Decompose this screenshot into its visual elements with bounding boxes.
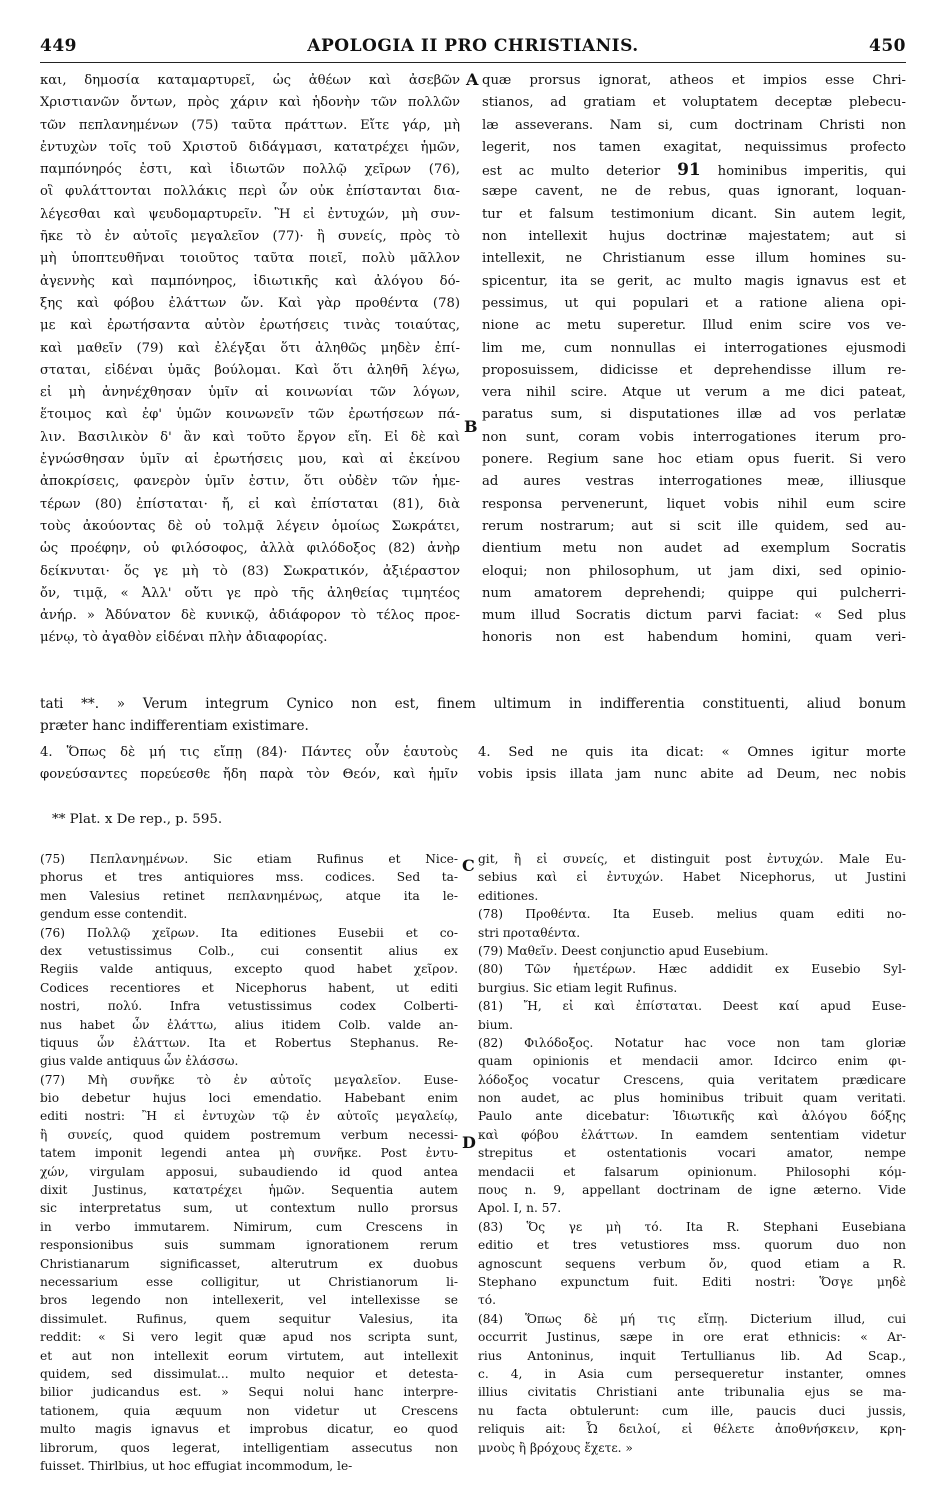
margin-letter-a: A xyxy=(466,70,479,89)
note-line: agnoscunt sequens verbum ὄν, quod etiam a R. xyxy=(478,1256,906,1271)
margin-letter-b: B xyxy=(464,417,478,436)
note-line: (78) Προθέντα. Ita Euseb. melius quam editi no- xyxy=(478,907,906,922)
latin-text-line: pessimus, ut qui populari et a ratione aliena opi- xyxy=(482,295,906,311)
note-line: men Valesius retinet πεπλανημένως, atque ita le- xyxy=(40,888,458,903)
note-line: fuisset. Thirlbius, ut hoc effugiat incommodum, le- xyxy=(40,1458,353,1473)
note-line: dixit Justinus, κατατρέχει ἡμῶν. Sequentia autem xyxy=(40,1183,458,1198)
note-line: librorum, quos legerat, intelligentiam assecutus non xyxy=(40,1440,458,1455)
notes-right-column xyxy=(478,850,906,1457)
section-latin-line: vobis ipsis illata jam nunc abite ad Deum, nec nobis xyxy=(478,767,906,783)
note-line: (82) Φιλόδοξος. Notatur hac voce non tam gloriæ xyxy=(478,1035,906,1050)
note-line: et aut non intellexit eorum virtutem, aut intellexit xyxy=(40,1348,458,1363)
section-latin-line: 4. Sed ne quis ita dicat: « Omnes igitur morte xyxy=(478,745,906,760)
greek-text-line: μὴ ὑποπτευθῆναι τοιοῦτος ταῦτα ποιεῖ, πολὺ μᾶλλον xyxy=(40,251,460,267)
greek-text-line: ξης καὶ φόβου ἐλάττων ὤν. Καὶ γὰρ προθέντα (78) xyxy=(40,295,460,311)
latin-text-line: stianos, ad gratiam et voluptatem deceptæ plebecu- xyxy=(482,95,906,111)
latin-text-line: num amatorem deprehendi; quippe qui pulcherri- xyxy=(482,585,906,601)
note-line: editiones. xyxy=(478,888,539,903)
note-line: git, ἢ εἰ συνείς, et distinguit post ἐντυχών. Male Eu- xyxy=(478,852,906,866)
note-line: ἢ συνείς, quod quidem postremum verbum necessi- xyxy=(40,1127,458,1142)
spanning-text-line: tati **. » Verum integrum Cynico non est, finem ultimum in indifferentia constituenti, aliud bonum xyxy=(40,696,906,712)
latin-text-line: rerum nostrarum; aut si scit ille quidem, sed au- xyxy=(482,518,906,534)
note-line: editio et tres vetustiores mss. quorum duo non xyxy=(478,1238,906,1253)
header-rule xyxy=(40,62,906,63)
note-line: (76) Πολλῷ χεῖρων. Ita editiones Eusebii et co- xyxy=(40,925,458,940)
note-line: necessarium esse colligitur, ut Christianorum li- xyxy=(40,1274,458,1289)
note-line: (80) Τῶν ἡμετέρων. Hæc addidit ex Eusebio Syl- xyxy=(478,962,906,977)
note-line: τό. xyxy=(478,1293,496,1308)
greek-text-line: τέρων (80) ἐπίσταται· ἤ, εἰ καὶ ἐπίσταται (81), διὰ xyxy=(40,496,460,512)
note-line: multo magis ignavus et improbus dicatur, eo quod xyxy=(40,1422,458,1437)
latin-text-line: tur et falsum testimonium dicant. Sin autem legit, xyxy=(482,206,906,222)
latin-text-line: sæpe cavent, ne de rebus, quas ignorant, loquan- xyxy=(482,184,906,200)
greek-text-line: τοὺς ἀκούοντας δὲ οὐ τολμᾷ λέγειν ὁμοίως Σωκράτει, xyxy=(40,518,460,534)
greek-text-line: λέγεσθαι καὶ ψευδομαρτυρεῖν. Ἢ εἰ ἐντυχών, μὴ συν- xyxy=(40,206,460,222)
running-title: APOLOGIA II PRO CHRISTIANIS. xyxy=(307,36,639,56)
note-line: strepitus et ostentationis vocari amator, nempe xyxy=(478,1146,906,1161)
latin-text-line: eloqui; non philosophum, ut jam dixi, sed opinio- xyxy=(482,563,906,579)
greek-text-line: ἕτοιμος καὶ ἐφ' ὑμῶν κοινωνεῖν τῶν ἐρωτήσεων πά- xyxy=(40,407,460,423)
latin-text-line: nione ac metu superetur. Illud enim scire vos ve- xyxy=(482,318,906,334)
greek-text-line: ἐντυχὼν τοῖς τοῦ Χριστοῦ διδάγμασι, κατατρέχει ἡμῶν, xyxy=(40,139,460,155)
margin-letter-c: C xyxy=(462,856,475,875)
latin-text-line: ponere. Regium sane hoc etiam opus fuerit. Si vero xyxy=(482,452,906,468)
latin-text-line: proposuissem, didicisse et deprehendisse illum re- xyxy=(482,362,906,378)
latin-text-line: intellexit, ne Christianum esse illum homines su- xyxy=(482,251,906,267)
note-line: sic interpretatus sum, ut contextum nullo prorsus xyxy=(40,1201,458,1216)
greek-text-line: μένῳ, τὸ ἀγαθὸν εἰδέναι πλὴν ἀδιαφορίας. xyxy=(40,630,328,646)
latin-text-line: non sunt, coram vobis interrogationes iterum pro- xyxy=(482,429,906,445)
greek-text-line: λιν. Βασιλικὸν δ' ἂν καὶ τοῦτο ἔργον εἴη. Εἰ δὲ καὶ xyxy=(40,429,460,445)
greek-text-line: ἀποκρίσεις, φανερὸν ὑμῖν ἐστιν, ὅτι οὐδὲν τῶν ἡμε- xyxy=(40,474,460,490)
greek-text-line: Χριστιανῶν ὄντων, πρὸς χάριν καὶ ἡδονὴν τῶν πολλῶν xyxy=(40,95,460,111)
greek-text-line: και, δημοσία καταμαρτυρεῖ, ὡς ἀθέων καὶ ἀσεβῶν xyxy=(40,73,460,88)
note-line: Paulo ante dicebatur: Ἰδιωτικῆς καὶ ἀλόγου δόξης xyxy=(478,1109,906,1124)
page-number-right: 450 xyxy=(869,36,906,56)
greek-text-line: τῶν πεπλανημένων (75) ταῦτα πράττων. Εἴτε γάρ, μὴ xyxy=(40,117,460,133)
note-line: Regiis valde antiquus, excepto quod habet χεῖρον. xyxy=(40,962,458,977)
section-4-greek xyxy=(40,742,458,787)
note-line: gius valde antiquus ὧν ἐλάσσω. xyxy=(40,1054,239,1069)
note-line: reddit: « Si vero legit quæ apud nos scripta sunt, xyxy=(40,1330,458,1345)
greek-text-line: ὡς προέφην, οὐ φιλόσοφος, ἀλλὰ φιλόδοξος (82) ἀνὴρ xyxy=(40,541,460,557)
note-line: quidem, sed dissimulat... multo nequior et detesta- xyxy=(40,1366,458,1381)
note-line: quam opinionis et mendacii amor. Idcirco enim φι- xyxy=(478,1054,906,1069)
note-line: Christianarum significasset, alterutrum ex duobus xyxy=(40,1256,458,1271)
note-line: πους n. 9, appellant doctrinam de igne æterno. Vide xyxy=(478,1183,906,1198)
latin-text-line: quæ prorsus ignorat, atheos et impios esse Chri- xyxy=(482,73,906,88)
latin-text-line: læ asseverans. Nam si, cum doctrinam Christi non xyxy=(482,117,906,133)
latin-text-line: vera nihil scire. Atque ut verum a me dici pateat, xyxy=(482,385,906,401)
note-line: dissimulet. Rufinus, quem sequitur Valesius, ita xyxy=(40,1311,458,1326)
latin-text-segment: hominibus imperitis, qui xyxy=(717,164,906,180)
note-line: (75) Πεπλανημένων. Sic etiam Rufinus et Nice- xyxy=(40,852,458,866)
note-line: λόδοξος vocatur Crescens, quia veritatem prædicare xyxy=(478,1072,906,1087)
note-line: nostri, πολύ. Infra vetustissimus codex Colberti- xyxy=(40,999,458,1014)
note-line: μνοὺς ἢ βρόχους ἔχετε. » xyxy=(478,1440,633,1455)
latin-text-line: lim me, cum nonnullas ei interrogationes ejusmodi xyxy=(482,340,906,356)
spanning-text xyxy=(40,693,906,738)
note-line: non audet, ac plus hominibus tribuit quam veritati. xyxy=(478,1091,906,1106)
latin-text-line: mum illud Socratis dictum parvi faciat: « Sed plus xyxy=(482,608,906,624)
note-line: tiquus ὧν ἐλάττων. Ita et Robertus Stephanus. Re- xyxy=(40,1035,458,1050)
running-header xyxy=(40,36,906,60)
note-line: c. 4, in Asia cum persequeretur instanter, omnes xyxy=(478,1366,906,1381)
greek-text-line: ἀγεννὴς καὶ παμπόνηρος, ἰδιωτικῆς καὶ ἀλόγου δό- xyxy=(40,273,460,289)
greek-text-line: ἐγνώσθησαν ὑμῖν αἱ ἐρωτήσεις μου, καὶ αἱ ἐκείνου xyxy=(40,452,460,468)
greek-text-line: καὶ μαθεῖν (79) καὶ ἐλέγξαι ὅτι ἀληθῶς μηδὲν ἐπί- xyxy=(40,340,460,356)
note-line: sebius καὶ εἰ ἐντυχών. Habet Nicephorus, ut Justini xyxy=(478,870,906,885)
latin-text-line: paratus sum, si disputationes illæ ad vos perlatæ xyxy=(482,407,906,423)
latin-text-line: legerit, nos tamen exagitat, nequissimus profecto xyxy=(482,139,906,155)
margin-letter-d: D xyxy=(462,1133,476,1152)
latin-text-line: spicentur, ita se gerit, ac multo magis ignavus est et xyxy=(482,273,906,289)
greek-text-line: ἀνήρ. » Ἀδύνατον δὲ κυνικῷ, ἀδιάφορον τὸ τέλος προε- xyxy=(40,608,460,624)
note-line: (83) Ὅς γε μὴ τό. Ita R. Stephani Eusebiana xyxy=(478,1219,906,1234)
latin-text-line xyxy=(482,159,906,181)
note-line: phorus et tres antiquiores mss. codices. Sed ta- xyxy=(40,870,458,885)
note-line: (79) Μαθεῖν. Deest conjunctio apud Eusebium. xyxy=(478,943,769,958)
greek-text-line: ῆκε τὸ ἐν αὐτοῖς μεγαλεῖον (77)· ἢ συνείς, πρὸς τὸ xyxy=(40,229,460,245)
greek-text-line: εἰ μὴ ἀνηνέχθησαν ὑμῖν αἱ κοινωνίαι τῶν λόγων, xyxy=(40,385,460,401)
note-line: (84) Ὅπως δὲ μή τις εἴπῃ. Dicterium illud, cui xyxy=(478,1311,906,1326)
greek-text-column xyxy=(40,70,460,650)
note-line: nu facta obtulerunt: cum ille, paucis duci jussis, xyxy=(478,1403,906,1418)
note-line: occurrit Justinus, sæpe in ore erat ethnicis: « Ar- xyxy=(478,1330,906,1345)
note-line: responsionibus suis summam ignorationem rerum xyxy=(40,1238,458,1253)
latin-text-line: responsa pervenerunt, liquet vobis nihil eum scire xyxy=(482,496,906,512)
note-line: bilior judicandus est. » Sequi nolui hanc interpre- xyxy=(40,1385,458,1400)
note-line: bio debetur hujus loci emendatio. Habebant enim xyxy=(40,1091,458,1106)
note-line: gendum esse contendit. xyxy=(40,907,188,922)
note-line: stri προταθέντα. xyxy=(478,925,581,940)
section-4-latin xyxy=(478,742,906,787)
note-line: burgius. Sic etiam legit Rufinus. xyxy=(478,980,678,995)
original-page-number: 91 xyxy=(677,160,701,181)
note-line: Codices recentiores et Nicephorus habent, ut editi xyxy=(40,980,458,995)
footnote-reference: ** Plat. x De rep., p. 595. xyxy=(52,812,223,827)
greek-text-line: δείκνυται· ὅς γε μὴ τὸ (83) Σωκρατικόν, ἀξιέραστον xyxy=(40,563,460,579)
note-line: in verbo immutarem. Nimirum, cum Crescens in xyxy=(40,1219,458,1234)
page-number-left: 449 xyxy=(40,36,77,56)
note-line: Stephano expunctum fuit. Editi nostri: Ὅσγε μηδὲ xyxy=(478,1274,906,1289)
latin-text-line: non intellexit hujus doctrinæ majestatem; aut si xyxy=(482,229,906,245)
note-line: mendacii et falsarum opinionum. Philosophi κόμ- xyxy=(478,1164,906,1179)
note-line: tationem, quia æquum non videtur ut Crescens xyxy=(40,1403,458,1418)
note-line: bium. xyxy=(478,1017,513,1032)
note-line: χών, virgulam apposui, subaudiendo id quod antea xyxy=(40,1164,458,1179)
latin-text-column xyxy=(482,70,906,650)
latin-text-line: honoris non est habendum homini, quam veri- xyxy=(482,630,906,646)
note-line: tatem imponit legendi antea μὴ συνῆκε. Post ἐντυ- xyxy=(40,1146,458,1161)
greek-text-line: ὄν, τιμᾷ, « Ἀλλ' οὔτι γε πρὸ τῆς ἀληθείας τιμητέος xyxy=(40,585,460,601)
note-line: illius civitatis Christiani ante tribunalia ejus se ma- xyxy=(478,1385,906,1400)
note-line: rius Antoninus, inquit Tertullianus lib. Ad Scap., xyxy=(478,1348,906,1363)
latin-text-line: ad aures vestras interrogationes meæ, illiusque xyxy=(482,474,906,490)
note-line: (81) Ἤ, εἰ καὶ ἐπίσταται. Deest καί apud Euse- xyxy=(478,999,906,1014)
note-line: reliquis ait: Ὦ δειλοί, εἰ θέλετε ἀποθνήσκειν, κρη- xyxy=(478,1422,906,1437)
note-line: Apol. I, n. 57. xyxy=(478,1201,562,1216)
note-line: editi nostri: Ἢ εἰ ἐντυχὼν τῷ ἐν αὐτοῖς μεγαλείῳ, xyxy=(40,1109,458,1124)
greek-text-line: σταται, εἰδέναι ὑμᾶς βούλομαι. Καὶ ὅτι ἀληθῆ λέγω, xyxy=(40,362,460,378)
greek-text-line: οἳ φυλάττονται πολλάκις περὶ ὧν οὐκ ἐπίστανται δια- xyxy=(40,184,460,200)
section-greek-line: 4. Ὅπως δὲ μή τις εἴπῃ (84)· Πάντες οὖν ἑαυτοὺς xyxy=(40,745,458,760)
greek-text-line: παμπόνηρός ἐστι, καὶ ἰδιωτῶν πολλῷ χεῖρων (76), xyxy=(40,162,460,178)
spanning-text-line: præter hanc indifferentiam existimare. xyxy=(40,718,309,735)
note-line: nus habet ὧν ἐλάττω, alius itidem Colb. valde an- xyxy=(40,1017,458,1032)
latin-text-segment: est ac multo deterior xyxy=(482,164,661,180)
greek-text-line: με καὶ ἐρωτήσαντα αὐτὸν ἐρωτήσεις τινὰς τοιαύτας, xyxy=(40,318,460,334)
note-line: dex vetustissimus Colb., cui consentit alius ex xyxy=(40,943,458,958)
note-line: bros legendo non intellexerit, vel intellexisse se xyxy=(40,1293,458,1308)
section-greek-line: φονεύσαντες πορεύεσθε ἤδη παρὰ τὸν Θεόν, καὶ ἡμῖν xyxy=(40,767,458,783)
latin-text-line: dientium metu non audet ad exemplum Socratis xyxy=(482,541,906,557)
note-line: (77) Μὴ συνῆκε τὸ ἐν αὐτοῖς μεγαλεῖον. Euse- xyxy=(40,1072,458,1087)
notes-left-column xyxy=(40,850,458,1475)
note-line: καὶ φόβου ἐλάττων. In eamdem sententiam videtur xyxy=(478,1127,906,1142)
